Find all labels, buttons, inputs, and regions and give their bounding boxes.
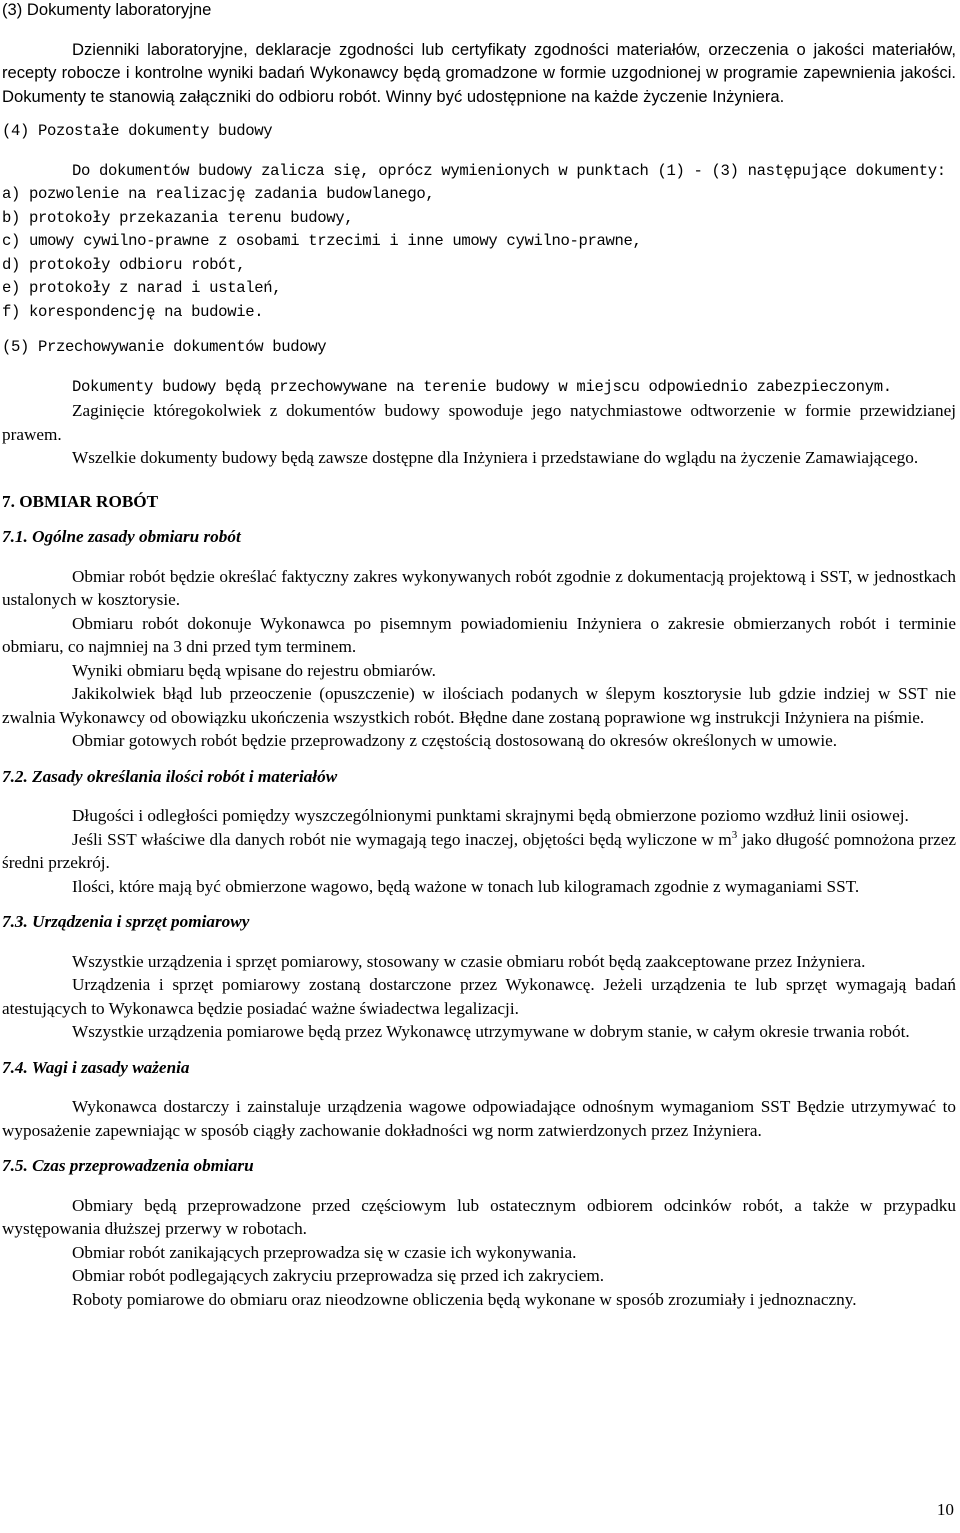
subsection-7-2-heading: 7.2. Zasady określania ilości robót i materiałów <box>2 766 338 786</box>
list-item: d) protokoły odbioru robót, <box>2 255 246 274</box>
subsection-7-1-paragraph: Obmiar gotowych robót będzie przeprowadzony z częstością dostosowaną do okresów określonych w umowie. <box>72 731 838 750</box>
list-item: f) korespondencję na budowie. <box>2 302 264 321</box>
subsection-7-4-heading: 7.4. Wagi i zasady ważenia <box>2 1057 190 1077</box>
chapter-7-heading: 7. OBMIAR ROBÓT <box>2 491 159 511</box>
subsection-7-3-heading: 7.3. Urządzenia i sprzęt pomiarowy <box>2 912 250 931</box>
subsection-7-3-paragraph: Wszystkie urządzenia i sprzęt pomiarowy, stosowany w czasie obmiaru robót będą zaakceptowane przez Inżyniera. <box>72 951 866 971</box>
subsection-7-2-paragraph-volume <box>2 828 956 875</box>
list-item: a) pozwolenie na realizację zadania budowlanego, <box>2 185 435 203</box>
section-3-paragraph: Dzienniki laboratoryjne, deklaracje zgodności lub certyfikaty zgodności materiałów, orzeczenia o jakości materiałów, recepty robocze i kontrolne wyniki badań Wykonawcy będą gromadzone w formie uzgodnionej w programie zapewnienia jakości. Dokumenty te stanowią załączniki do odbioru robót. Winny być udostępnione na każde życzenie Inżyniera. <box>2 39 956 106</box>
subsection-7-5-paragraph: Obmiary będą przeprowadzone przed częściowym lub ostatecznym odbiorem odcinków robót, a także w przypadku występowania dłuższej przerwy w robotach. <box>2 1195 956 1238</box>
subsection-7-3-paragraph: Wszystkie urządzenia pomiarowe będą przez Wykonawcę utrzymywane w dobrym stanie, w całym okresie trwania robót. <box>72 1022 910 1041</box>
list-item: e) protokoły z narad i ustaleń, <box>2 279 282 297</box>
list-item: c) umowy cywilno-prawne z osobami trzecimi i inne umowy cywilno-prawne, <box>2 232 642 250</box>
subsection-7-1-heading: 7.1. Ogólne zasady obmiaru robót <box>2 527 241 546</box>
subsection-7-2-paragraph: Długości i odległości pomiędzy wyszczególnionymi punktami skrajnymi będą obmierzone poziomo wzdłuż linii osiowej. <box>72 806 909 825</box>
cubic-superscript: 3 <box>731 828 738 841</box>
section-5-heading: (5) Przechowywanie dokumentów budowy <box>2 338 327 356</box>
section-3-heading: (3) Dokumenty laboratoryjne <box>2 0 212 19</box>
section-5-paragraph: Wszelkie dokumenty budowy będą zawsze dostępne dla Inżyniera i przedstawiane do wglądu na życzenie Zamawiającego. <box>72 448 919 467</box>
subsection-7-3-paragraph: Urządzenia i sprzęt pomiarowy zostaną dostarczone przez Wykonawcę. Jeżeli urządzenia te lub sprzęt wymagają badań atestujących to Wykonawca będzie posiadać ważne świadectwa legalizacji. <box>2 975 956 1018</box>
subsection-7-4-paragraph: Wykonawca dostarczy i zainstaluje urządzenia wagowe odpowiadające odnośnym wymaganiom SST Będzie utrzymywać to wyposażenie zapewniając w sposób ciągły zachowanie dokładności wg norm zatwierdzonych przez Inżyniera. <box>2 1097 956 1140</box>
section-5-paragraph: Zaginięcie któregokolwiek z dokumentów budowy spowoduje jego natychmiastowe odtworzenie w formie przewidzianej prawem. <box>2 401 956 444</box>
list-item: b) protokoły przekazania terenu budowy, <box>2 208 354 227</box>
subsection-7-1-paragraph: Wyniki obmiaru będą wpisane do rejestru obmiarów. <box>72 660 436 680</box>
section-4-intro: Do dokumentów budowy zalicza się, oprócz wymienionych w punktach (1) - (3) następujące dokumenty: <box>72 161 946 180</box>
subsection-7-1-paragraph: Obmiar robót będzie określać faktyczny zakres wykonywanych robót zgodnie z dokumentacją projektową i SST, w jednostkach ustalonych w kosztorysie. <box>2 566 956 609</box>
section-4-list <box>2 183 956 324</box>
subsection-7-5-paragraph: Roboty pomiarowe do obmiaru oraz nieodzowne obliczenia będą wykonane w sposób zrozumiały i jednoznaczny. <box>72 1289 857 1309</box>
subsection-7-2-paragraph: Ilości, które mają być obmierzone wagowo, będą ważone w tonach lub kilogramach zgodnie z wymaganiami SST. <box>72 876 860 896</box>
page-number: 10 <box>936 1500 954 1519</box>
subsection-7-1-paragraph: Jakikolwiek błąd lub przeoczenie (opuszczenie) w ilościach podanych w ślepym kosztorysie lub gdzie indziej w SST nie zwalnia Wykonawcy od obowiązku ukończenia wszystkich robót. Błędne dane zostaną poprawione wg instrukcji Inżyniera na piśmie. <box>2 684 956 727</box>
volume-text-before: Jeśli SST właściwe dla danych robót nie wymagają tego inaczej, objętości będą wyliczone w m <box>72 829 732 849</box>
subsection-7-5-paragraph: Obmiar robót zanikających przeprowadza się w czasie ich wykonywania. <box>72 1242 577 1262</box>
subsection-7-5-paragraph: Obmiar robót podlegających zakryciu przeprowadza się przed ich zakryciem. <box>72 1266 605 1285</box>
section-5-paragraph: Dokumenty budowy będą przechowywane na terenie budowy w miejscu odpowiednio zabezpieczonym. <box>72 377 892 396</box>
subsection-7-1-paragraph: Obmiaru robót dokonuje Wykonawca po pisemnym powiadomieniu Inżyniera o zakresie obmierzanych robót i terminie obmiaru, co najmniej na 3 dni przed tym terminem. <box>2 613 956 656</box>
section-4-heading: (4) Pozostałe dokumenty budowy <box>2 122 273 140</box>
volume-text-after: jako długość pomnożona przez średni przekrój. <box>2 829 956 872</box>
subsection-7-5-heading: 7.5. Czas przeprowadzenia obmiaru <box>2 1156 254 1175</box>
document-page <box>2 0 956 1311</box>
